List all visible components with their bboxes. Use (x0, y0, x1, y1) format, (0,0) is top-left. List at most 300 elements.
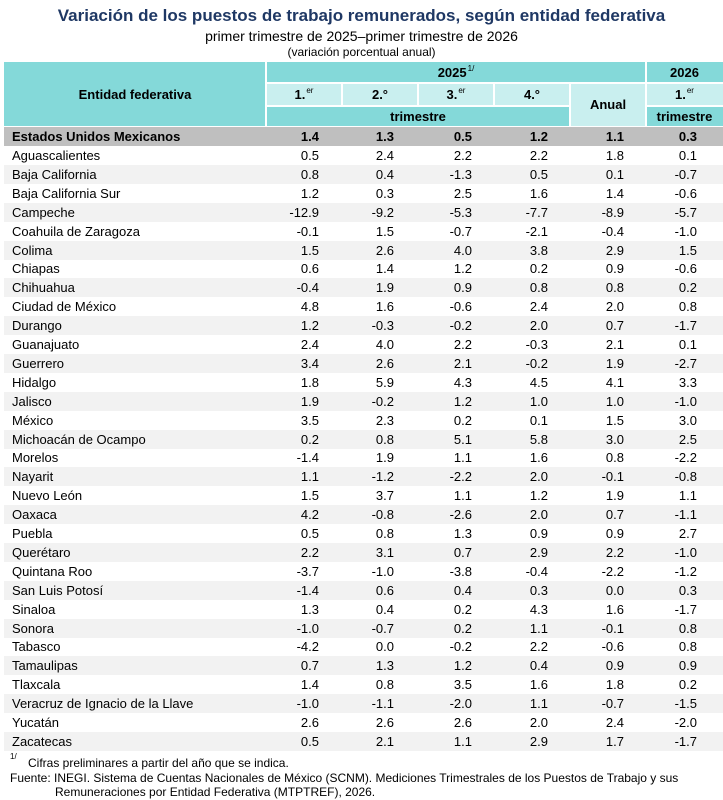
cell-q1-2026: 0.3 (678, 129, 697, 144)
table-row (4, 486, 723, 505)
cell-annual-2025: 0.9 (605, 658, 624, 674)
table-row (4, 278, 723, 297)
cell-q3-2025: -0.7 (449, 223, 472, 239)
cell-q2-2025: 1.3 (375, 658, 394, 674)
table-row (4, 505, 723, 524)
cell-q2-2025: 1.3 (375, 129, 394, 144)
cell-q1-2025: 1.4 (300, 129, 319, 144)
cell-annual-2025: 1.7 (605, 733, 624, 749)
cell-q1-2026: -5.7 (674, 204, 697, 220)
cell-q2-2025: 2.4 (375, 148, 394, 163)
cell-q4-2025: 4.5 (529, 374, 548, 390)
header-q1 (266, 83, 342, 106)
cell-q2-2025: 1.5 (375, 223, 394, 239)
cell-q3-2025: 1.2 (453, 658, 472, 674)
table-row (4, 354, 723, 373)
cell-q2-2025: 1.9 (375, 450, 394, 466)
cell-q1-2026: 0.1 (678, 337, 697, 352)
cell-q4-2025: -0.3 (525, 337, 548, 352)
cell-q1-2026: 1.5 (678, 242, 697, 258)
cell-q1-2026: 2.7 (678, 526, 697, 541)
cell-q4-2025: 2.0 (529, 507, 548, 523)
cell-q3-2025: 1.2 (453, 393, 472, 409)
header-year-2026-label: 2026 (670, 65, 699, 80)
table-row-national (4, 127, 723, 146)
cell-q3-2025: -1.3 (449, 166, 472, 182)
cell-q4-2025: -0.4 (525, 563, 548, 579)
row-name: Guerrero (12, 355, 65, 371)
header-q2-label: 2.° (371, 87, 389, 102)
cell-q1-2025: 1.2 (300, 318, 319, 334)
cell-q4-2025: 3.8 (529, 242, 548, 258)
cell-q1-2025: -1.4 (296, 450, 319, 466)
cell-q4-2025: -0.2 (525, 355, 548, 371)
cell-annual-2025: 1.4 (605, 185, 624, 201)
cell-q3-2025: -2.6 (449, 507, 472, 523)
cell-q1-2025: -1.4 (296, 582, 319, 598)
cell-q4-2025: 0.8 (529, 280, 548, 296)
footnote-text: Cifras preliminares a partir del año que se indica. (28, 756, 289, 770)
cell-q1-2025: 0.8 (300, 166, 319, 182)
row-name: Guanajuato (12, 337, 80, 352)
cell-q1-2026: 3.0 (678, 412, 697, 428)
cell-q3-2025: -0.2 (449, 318, 472, 334)
cell-annual-2025: 1.0 (605, 393, 624, 409)
cell-q1-2025: 3.5 (300, 412, 319, 428)
cell-q1-2026: -1.7 (674, 733, 697, 749)
cell-q1-2026: 0.9 (678, 658, 697, 674)
header-trimestre-2026-label: trimestre (656, 108, 713, 124)
cell-q1-2026: -0.8 (674, 469, 697, 485)
cell-q3-2025: -0.6 (449, 299, 472, 315)
cell-q1-2025: 3.4 (300, 355, 319, 371)
table-row (4, 543, 723, 562)
cell-q1-2025: -4.2 (296, 639, 319, 655)
cell-q4-2025: 1.6 (529, 677, 548, 693)
row-name: Durango (12, 318, 62, 334)
cell-q2-2025: 1.9 (375, 280, 394, 296)
header-q1-2026 (646, 83, 723, 106)
cell-q3-2025: 4.3 (453, 374, 472, 390)
cell-q1-2025: 0.5 (300, 526, 319, 541)
cell-annual-2025: 0.7 (605, 507, 624, 523)
header-divider (493, 83, 495, 106)
cell-q4-2025: 1.6 (529, 185, 548, 201)
cell-q3-2025: -5.3 (449, 204, 472, 220)
header-divider (646, 105, 723, 107)
cell-q2-2025: 0.8 (375, 677, 394, 693)
cell-q2-2025: -1.2 (371, 469, 394, 485)
header-divider (266, 105, 570, 107)
cell-q1-2026: 0.3 (678, 582, 697, 598)
cell-q1-2026: -0.6 (674, 185, 697, 201)
header-q3-label: 3. (446, 87, 458, 102)
cell-q1-2026: 3.3 (678, 374, 697, 390)
cell-q3-2025: -0.2 (449, 639, 472, 655)
header-q1-label: 1. (294, 87, 306, 102)
cell-q1-2025: 1.5 (300, 488, 319, 504)
header-q3 (418, 83, 494, 106)
row-name: Baja California Sur (12, 185, 121, 201)
cell-annual-2025: 0.9 (605, 526, 624, 541)
cell-q3-2025: 0.7 (453, 544, 472, 560)
cell-q1-2025: 1.9 (300, 393, 319, 409)
cell-q2-2025: 0.6 (375, 582, 394, 598)
cell-annual-2025: 0.0 (605, 582, 624, 598)
row-name: Chihuahua (12, 280, 75, 296)
cell-q2-2025: -0.8 (371, 507, 394, 523)
header-trimestre-2026 (646, 106, 723, 126)
cell-q4-2025: 2.2 (529, 639, 548, 655)
row-name: Jalisco (12, 393, 52, 409)
cell-q4-2025: 2.0 (529, 318, 548, 334)
cell-q1-2025: 2.6 (300, 715, 319, 730)
table-row (4, 411, 723, 430)
cell-q4-2025: 2.4 (529, 299, 548, 315)
cell-annual-2025: -0.1 (601, 620, 624, 636)
cell-q2-2025: 0.4 (375, 166, 394, 182)
cell-annual-2025: 2.9 (605, 242, 624, 258)
table-row (4, 184, 723, 203)
cell-annual-2025: 1.6 (605, 601, 624, 617)
header-year-2025-note: 1/ (467, 64, 475, 73)
row-name: Campeche (12, 204, 75, 220)
cell-q2-2025: 4.0 (375, 337, 394, 352)
header-divider (417, 83, 419, 106)
cell-q1-2025: 1.4 (300, 677, 319, 693)
cell-q2-2025: 2.3 (375, 412, 394, 428)
cell-annual-2025: 2.1 (605, 337, 624, 352)
cell-q1-2025: -0.4 (296, 280, 319, 296)
cell-q2-2025: 0.4 (375, 601, 394, 617)
cell-annual-2025: -8.9 (601, 204, 624, 220)
table-row (4, 637, 723, 656)
cell-q4-2025: 5.8 (529, 431, 548, 447)
cell-q3-2025: -2.2 (449, 469, 472, 485)
cell-q3-2025: 4.0 (453, 242, 472, 258)
cell-q1-2026: -1.0 (674, 393, 697, 409)
cell-q1-2026: -2.7 (674, 355, 697, 371)
cell-annual-2025: 4.1 (605, 374, 624, 390)
header-year-2026 (646, 62, 723, 83)
table-row (4, 732, 723, 751)
row-name: Veracruz de Ignacio de la Llave (12, 696, 194, 712)
cell-q4-2025: -2.1 (525, 223, 548, 239)
cell-annual-2025: 2.4 (605, 715, 624, 730)
row-name: Coahuila de Zaragoza (12, 223, 140, 239)
cell-q3-2025: 2.2 (453, 337, 472, 352)
table-row (4, 562, 723, 581)
cell-q4-2025: 0.4 (529, 658, 548, 674)
footnote-marker: 1/ (10, 752, 17, 761)
header-divider (645, 62, 647, 126)
cell-q1-2025: 0.7 (300, 658, 319, 674)
row-name: Estados Unidos Mexicanos (12, 129, 181, 144)
cell-q1-2025: 0.5 (300, 148, 319, 163)
header-q1-2026-sup: er (686, 86, 694, 95)
cell-annual-2025: -0.1 (601, 469, 624, 485)
cell-q4-2025: 4.3 (529, 601, 548, 617)
cell-q1-2026: -1.7 (674, 601, 697, 617)
header-trimestre (266, 106, 570, 126)
cell-q3-2025: 1.3 (453, 526, 472, 541)
row-name: Querétaro (12, 544, 71, 560)
row-name: Colima (12, 242, 53, 258)
cell-q2-2025: -0.3 (371, 318, 394, 334)
cell-q2-2025: 2.6 (375, 355, 394, 371)
cell-annual-2025: 0.7 (605, 318, 624, 334)
cell-q3-2025: 0.5 (453, 129, 472, 144)
table-row (4, 524, 723, 543)
header-divider (265, 62, 267, 126)
cell-q3-2025: 1.2 (453, 261, 472, 277)
table-row (4, 316, 723, 335)
row-name: Nuevo León (12, 488, 83, 504)
cell-q2-2025: 2.6 (375, 715, 394, 730)
row-name: Quintana Roo (12, 563, 93, 579)
table-subtitle: primer trimestre de 2025–primer trimestre de 2026 (205, 28, 518, 44)
cell-annual-2025: 3.0 (605, 431, 624, 447)
cell-q4-2025: 1.2 (529, 129, 548, 144)
row-name: Hidalgo (12, 374, 57, 390)
cell-q2-2025: 3.1 (375, 544, 394, 560)
row-name: Morelos (12, 450, 59, 466)
cell-q3-2025: 1.1 (453, 733, 472, 749)
cell-annual-2025: 2.0 (605, 299, 624, 315)
cell-annual-2025: -0.6 (601, 639, 624, 655)
table-row (4, 241, 723, 260)
table-row (4, 165, 723, 184)
cell-q4-2025: 0.1 (529, 412, 548, 428)
header-year-2025-label: 2025 (437, 65, 467, 80)
header-q1-sup: er (306, 86, 314, 95)
cell-q4-2025: 2.9 (529, 733, 548, 749)
cell-q2-2025: 2.1 (375, 733, 394, 749)
cell-q1-2026: -1.0 (674, 223, 697, 239)
header-divider (341, 83, 343, 106)
cell-q2-2025: 0.8 (375, 431, 394, 447)
cell-q1-2026: -2.2 (674, 450, 697, 466)
table-row (4, 430, 723, 449)
cell-q1-2025: -1.0 (296, 696, 319, 712)
table-row (4, 656, 723, 675)
cell-q1-2026: 0.8 (678, 299, 697, 315)
cell-annual-2025: -0.7 (601, 696, 624, 712)
cell-q1-2026: 2.5 (678, 431, 697, 447)
cell-q2-2025: -1.1 (371, 696, 394, 712)
cell-q1-2025: -1.0 (296, 620, 319, 636)
cell-annual-2025: 1.9 (605, 488, 624, 504)
cell-q4-2025: 1.0 (529, 393, 548, 409)
cell-q1-2026: -2.0 (674, 715, 697, 730)
cell-q2-2025: 0.8 (375, 526, 394, 541)
cell-q2-2025: 1.6 (375, 299, 394, 315)
row-name: Tabasco (12, 639, 61, 655)
cell-annual-2025: -2.2 (601, 563, 624, 579)
header-entity (4, 62, 266, 126)
cell-q1-2025: -0.1 (296, 223, 319, 239)
row-name: Chiapas (12, 261, 60, 277)
cell-q3-2025: 0.2 (453, 601, 472, 617)
source-line-1: Fuente: INEGI. Sistema de Cuentas Nacionales de México (SCNM). Mediciones Trimestrales de los Puestos de Trabajo y sus (10, 771, 679, 785)
cell-annual-2025: -0.4 (601, 223, 624, 239)
header-entity-label: Entidad federativa (78, 86, 192, 102)
cell-q4-2025: 1.1 (529, 696, 548, 712)
cell-q4-2025: 2.0 (529, 715, 548, 730)
cell-q2-2025: -9.2 (371, 204, 394, 220)
cell-q1-2025: 4.2 (300, 507, 319, 523)
cell-q2-2025: 5.9 (375, 374, 394, 390)
cell-q3-2025: 0.9 (453, 280, 472, 296)
cell-annual-2025: 0.8 (605, 280, 624, 296)
cell-q1-2026: -1.1 (674, 507, 697, 523)
row-name: San Luis Potosí (12, 582, 104, 598)
row-name: Puebla (12, 526, 53, 541)
cell-q4-2025: 1.6 (529, 450, 548, 466)
cell-q4-2025: 0.9 (529, 526, 548, 541)
cell-q3-2025: 1.1 (453, 488, 472, 504)
row-name: Michoacán de Ocampo (12, 431, 146, 447)
cell-q1-2026: -0.7 (674, 166, 697, 182)
cell-q3-2025: -2.0 (449, 696, 472, 712)
cell-q3-2025: 0.4 (453, 582, 472, 598)
cell-q1-2026: -1.0 (674, 544, 697, 560)
cell-q1-2026: -1.2 (674, 563, 697, 579)
cell-q2-2025: 0.3 (375, 185, 394, 201)
table-row (4, 392, 723, 411)
cell-q1-2025: 0.5 (300, 733, 319, 749)
table-row (4, 694, 723, 713)
table-row (4, 713, 723, 732)
cell-q1-2025: 1.5 (300, 242, 319, 258)
table-row (4, 619, 723, 638)
cell-q1-2026: 0.1 (678, 148, 697, 163)
header-annual (570, 83, 646, 126)
table-row (4, 297, 723, 316)
cell-q1-2025: 4.8 (300, 299, 319, 315)
row-name: Nayarit (12, 469, 54, 485)
cell-q4-2025: 2.0 (529, 469, 548, 485)
cell-q3-2025: 0.2 (453, 412, 472, 428)
table-row (4, 222, 723, 241)
cell-q2-2025: -1.0 (371, 563, 394, 579)
cell-q1-2026: 0.8 (678, 620, 697, 636)
cell-q1-2025: -12.9 (289, 204, 319, 220)
header-q4 (494, 83, 570, 106)
table-row (4, 259, 723, 278)
cell-q1-2025: 1.8 (300, 374, 319, 390)
table-row (4, 600, 723, 619)
row-name: Aguascalientes (12, 148, 101, 163)
cell-q1-2026: -0.6 (674, 261, 697, 277)
table-row (4, 203, 723, 222)
cell-q3-2025: 5.1 (453, 431, 472, 447)
cell-q4-2025: 1.2 (529, 488, 548, 504)
table-row (4, 146, 723, 165)
row-name: Baja California (12, 166, 97, 182)
row-name: Yucatán (12, 715, 59, 730)
cell-annual-2025: 1.8 (605, 677, 624, 693)
cell-q1-2025: 2.4 (300, 337, 319, 352)
cell-q1-2026: -1.7 (674, 318, 697, 334)
cell-annual-2025: 1.1 (605, 129, 624, 144)
table-row (4, 675, 723, 694)
cell-q3-2025: 0.2 (453, 620, 472, 636)
table-row (4, 467, 723, 486)
header-q2 (342, 83, 418, 106)
cell-q3-2025: 1.1 (453, 450, 472, 466)
cell-q4-2025: 0.3 (529, 582, 548, 598)
cell-q2-2025: 1.4 (375, 261, 394, 277)
table-row (4, 581, 723, 600)
cell-q1-2026: 0.8 (678, 639, 697, 655)
cell-q1-2025: 1.2 (300, 185, 319, 201)
table-row (4, 448, 723, 467)
cell-annual-2025: 0.1 (605, 166, 624, 182)
row-name: Tlaxcala (12, 677, 61, 693)
cell-q4-2025: 1.1 (529, 620, 548, 636)
row-name: Zacatecas (12, 733, 72, 749)
row-name: Sonora (12, 620, 54, 636)
cell-q2-2025: 0.0 (375, 639, 394, 655)
header-q1-2026-label: 1. (675, 87, 686, 102)
cell-annual-2025: 1.8 (605, 148, 624, 163)
cell-annual-2025: 2.2 (605, 544, 624, 560)
header-q4-label: 4.° (523, 87, 541, 102)
header-divider (266, 82, 723, 84)
cell-q1-2025: 1.1 (300, 469, 319, 485)
table-units: (variación porcentual anual) (287, 45, 436, 59)
cell-q1-2025: 0.2 (300, 431, 319, 447)
table-row (4, 335, 723, 354)
cell-q1-2026: 0.2 (678, 677, 697, 693)
cell-q1-2025: -3.7 (296, 563, 319, 579)
cell-q4-2025: 0.2 (529, 261, 548, 277)
cell-annual-2025: 1.9 (605, 355, 624, 371)
row-name: México (12, 412, 54, 428)
cell-annual-2025: 0.8 (605, 450, 624, 466)
cell-q1-2025: 2.2 (300, 544, 319, 560)
cell-q3-2025: 2.1 (453, 355, 472, 371)
row-name: Sinaloa (12, 601, 56, 617)
cell-annual-2025: 1.5 (605, 412, 624, 428)
table-title: Variación de los puestos de trabajo remunerados, según entidad federativa (57, 6, 666, 25)
row-name: Tamaulipas (12, 658, 78, 674)
cell-q2-2025: -0.2 (371, 393, 394, 409)
cell-q4-2025: 0.5 (529, 166, 548, 182)
cell-q3-2025: 3.5 (453, 677, 472, 693)
header-annual-label: Anual (589, 97, 627, 112)
header-year-2025 (266, 62, 646, 83)
cell-q2-2025: -0.7 (371, 620, 394, 636)
cell-q2-2025: 2.6 (375, 242, 394, 258)
cell-q3-2025: 2.2 (453, 148, 472, 163)
row-name: Oaxaca (12, 507, 57, 523)
cell-q1-2025: 1.3 (300, 601, 319, 617)
cell-q3-2025: 2.6 (453, 715, 472, 730)
cell-q3-2025: -3.8 (449, 563, 472, 579)
cell-q2-2025: 3.7 (375, 488, 394, 504)
row-name: Ciudad de México (12, 299, 117, 315)
cell-q4-2025: 2.9 (529, 544, 548, 560)
cell-q3-2025: 2.5 (453, 185, 472, 201)
header-q3-sup: er (458, 86, 466, 95)
cell-q4-2025: 2.2 (529, 148, 548, 163)
cell-q1-2026: -1.5 (674, 696, 697, 712)
cell-q1-2025: 0.6 (300, 261, 319, 277)
cell-q1-2026: 0.2 (678, 280, 697, 296)
header-trimestre-label: trimestre (390, 108, 446, 124)
